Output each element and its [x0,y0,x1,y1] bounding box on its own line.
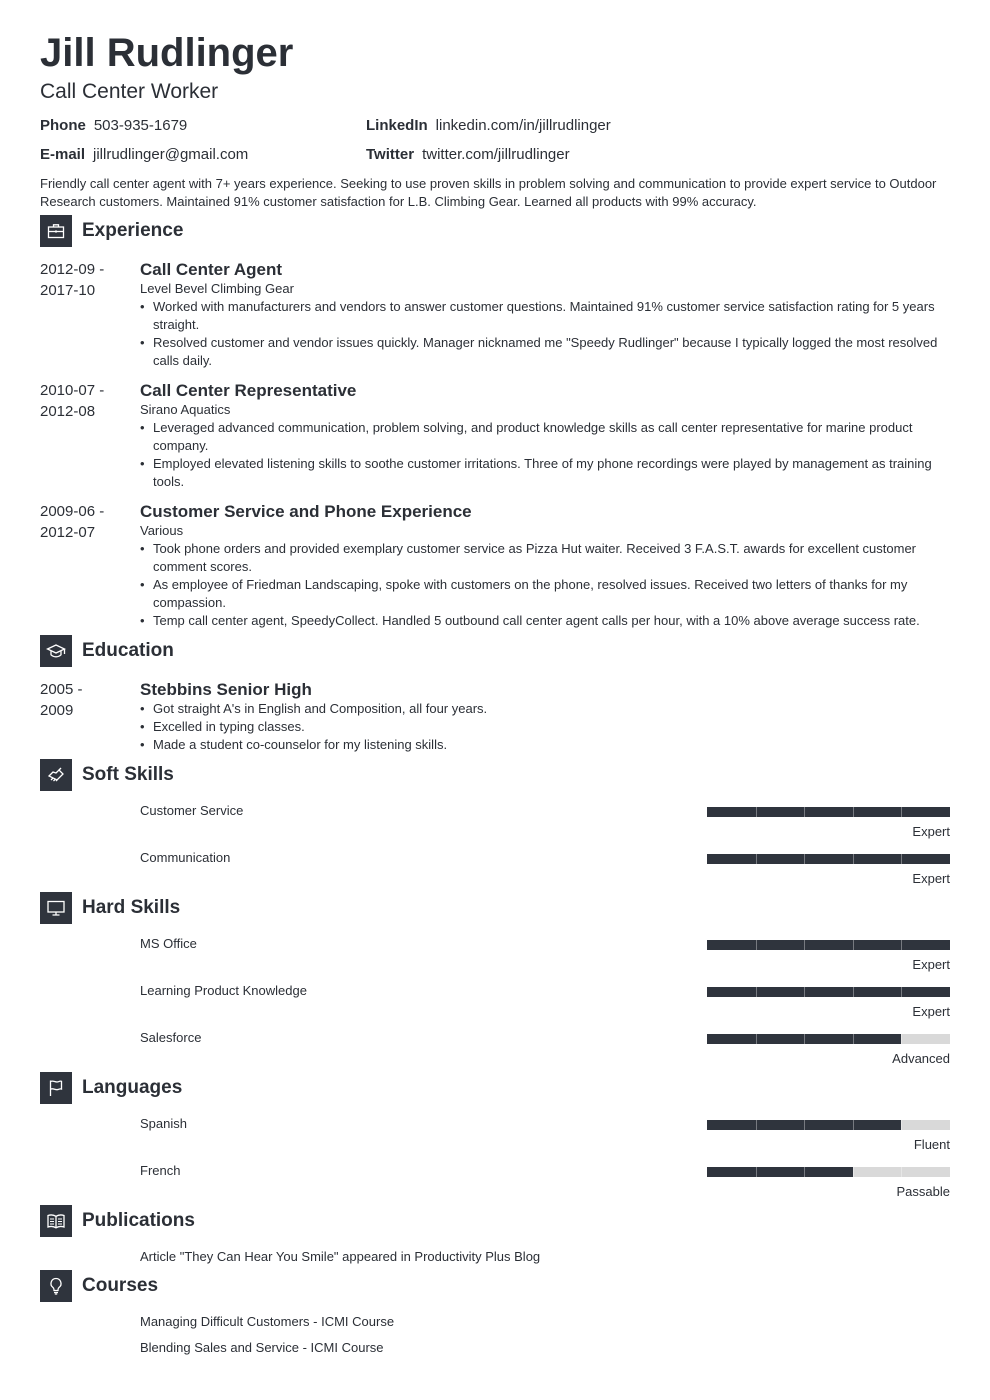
bar-separator [901,1167,902,1177]
date-start: 2010-07 - [40,382,105,399]
handshake-icon [40,759,72,791]
bar-separator [853,1034,854,1044]
bar-separator [804,940,805,950]
bullet-item: • Excelled in typing classes. [140,718,940,736]
language-row [40,1115,950,1155]
experience-date [40,501,120,543]
bar-separator [901,1034,902,1044]
language-name: French [140,1163,181,1178]
bar-separator [901,854,902,864]
soft-skills-heading: Soft Skills [82,764,174,785]
contact-twitter [366,145,570,165]
course-item: Managing Difficult Customers - ICMI Course [140,1314,395,1329]
languages-section-header [40,1072,182,1104]
skill-row [40,982,950,1022]
bullet-item: • Leveraged advanced communication, problem solving, and product knowledge skills as call center representative for marine product company. [140,419,940,455]
bar-separator [853,1167,854,1177]
contact-linkedin [366,116,611,136]
bar-separator [756,940,757,950]
skill-bar [707,854,950,864]
bar-fill [707,940,950,950]
briefcase-icon [40,215,72,247]
date-end: 2009 [40,702,74,719]
language-name: Spanish [140,1116,187,1131]
skill-level: Expert [912,871,950,886]
skill-name: Communication [140,850,231,865]
language-bar [707,1167,950,1177]
linkedin-label: LinkedIn [366,117,428,134]
employer: Sirano Aquatics [140,402,231,417]
skill-level: Advanced [892,1051,950,1066]
bar-separator [756,807,757,817]
bar-separator [853,940,854,950]
date-start: 2005 - [40,681,83,698]
twitter-label: Twitter [366,146,415,163]
school-name: Stebbins Senior High [140,680,312,699]
skill-level: Expert [912,824,950,839]
experience-date [40,380,120,422]
date-start: 2009-06 - [40,503,105,520]
publications-heading: Publications [82,1210,195,1231]
bullet-item: • Got straight A's in English and Composition, all four years. [140,700,940,718]
bar-separator [756,1034,757,1044]
bar-fill [707,1167,853,1177]
book-icon [40,1205,72,1237]
skill-row [40,1029,950,1069]
graduation-cap-icon [40,635,72,667]
employer: Various [140,523,184,538]
course-item: Blending Sales and Service - ICMI Course [140,1340,384,1355]
bullet-item: • Temp call center agent, SpeedyCollect. Handled 5 outbound call center agent calls per hour, with a 10% above average success rate. [140,612,940,630]
phone-value: 503-935-1679 [93,117,188,134]
date-end: 2012-08 [40,403,96,420]
bar-separator [853,987,854,997]
bar-separator [804,1167,805,1177]
candidate-name: Jill Rudlinger [40,31,294,75]
skill-bar [707,1034,950,1044]
phone-label: Phone [40,117,86,134]
publication-item: Article "They Can Hear You Smile" appeared in Productivity Plus Blog [140,1249,541,1264]
skill-level: Expert [912,1004,950,1019]
date-end: 2017-10 [40,282,96,299]
lightbulb-icon [40,1270,72,1302]
email-label: E-mail [40,146,86,163]
skill-bar [707,940,950,950]
bar-fill [707,854,950,864]
bullet-item: • Employed elevated listening skills to soothe customer irritations. Three of my phone recordings were played by management as training tools. [140,455,940,491]
bullet-item: • Made a student co-counselor for my listening skills. [140,736,940,754]
employer: Level Bevel Climbing Gear [140,281,294,296]
bar-separator [756,1167,757,1177]
bar-separator [756,1120,757,1130]
bullet-item: • Worked with manufacturers and vendors to answer customer questions. Maintained 91% customer service satisfaction rating for 5 years straight. [140,298,940,334]
bar-separator [853,854,854,864]
profile-summary: Friendly call center agent with 7+ years experience. Seeking to use proven skills in problem solving and communication to provide expert service to Outdoor Research customers. Maintained 91% customer satisfaction for L.B. Climbing Gear. Learned all products with 99% accuracy. [40,176,937,209]
publications-section-header [40,1205,195,1237]
bullet-item: • Took phone orders and provided exemplary customer service as Pizza Hut waiter. Received 3 F.A.S.T. awards for excellent customer comment scores. [140,540,940,576]
soft-skills-section-header [40,759,174,791]
skill-level: Expert [912,957,950,972]
job-role: Customer Service and Phone Experience [140,502,472,521]
bullet-list [140,700,940,754]
job-role: Call Center Agent [140,260,283,279]
bar-separator [756,987,757,997]
bar-separator [804,1120,805,1130]
experience-section-header [40,215,183,247]
skill-row [40,935,950,975]
contact-phone [40,116,187,136]
skill-row [40,849,950,889]
language-level: Passable [896,1184,950,1199]
flag-icon [40,1072,72,1104]
skill-bar [707,807,950,817]
language-level: Fluent [913,1137,950,1152]
bar-separator [853,807,854,817]
twitter-value[interactable]: twitter.com/jillrudlinger [422,146,570,163]
bar-separator [756,854,757,864]
date-start: 2012-09 - [40,261,105,278]
courses-section-header [40,1270,158,1302]
hard-skills-section-header [40,892,180,924]
skill-name: Salesforce [140,1030,202,1045]
bar-separator [901,940,902,950]
languages-heading: Languages [82,1077,183,1098]
skill-name: Customer Service [140,803,244,818]
job-title: Call Center Worker [40,80,219,103]
date-end: 2012-07 [40,524,96,541]
education-date [40,679,120,721]
linkedin-value[interactable]: linkedin.com/in/jillrudlinger [435,117,611,134]
bar-separator [804,807,805,817]
experience-heading: Experience [82,220,184,241]
education-heading: Education [82,640,174,661]
bullet-list [140,298,940,370]
bullet-item: • As employee of Friedman Landscaping, spoke with customers on the phone, resolved issues. Received two letters of thanks for my compassion. [140,576,940,612]
contact-email [40,145,248,165]
bar-separator [804,1034,805,1044]
hard-skills-heading: Hard Skills [82,897,181,918]
education-section-header [40,635,174,667]
bar-separator [804,854,805,864]
skill-name: Learning Product Knowledge [140,983,307,998]
job-role: Call Center Representative [140,381,357,400]
bar-separator [901,807,902,817]
skill-bar [707,987,950,997]
bullet-list [140,419,940,491]
language-bar [707,1120,950,1130]
bar-fill [707,987,950,997]
experience-date [40,259,120,301]
bar-fill [707,807,950,817]
email-value[interactable]: jillrudlinger@gmail.com [93,146,249,163]
bar-separator [901,1120,902,1130]
bar-separator [901,987,902,997]
language-row [40,1162,950,1202]
monitor-icon [40,892,72,924]
bar-separator [804,987,805,997]
bullet-list [140,540,940,630]
skill-row [40,802,950,842]
courses-heading: Courses [82,1275,159,1296]
bar-separator [853,1120,854,1130]
bullet-item: • Resolved customer and vendor issues quickly. Manager nicknamed me "Speedy Rudlinger" because I typically logged the most resolved calls daily. [140,334,940,370]
skill-name: MS Office [140,936,197,951]
